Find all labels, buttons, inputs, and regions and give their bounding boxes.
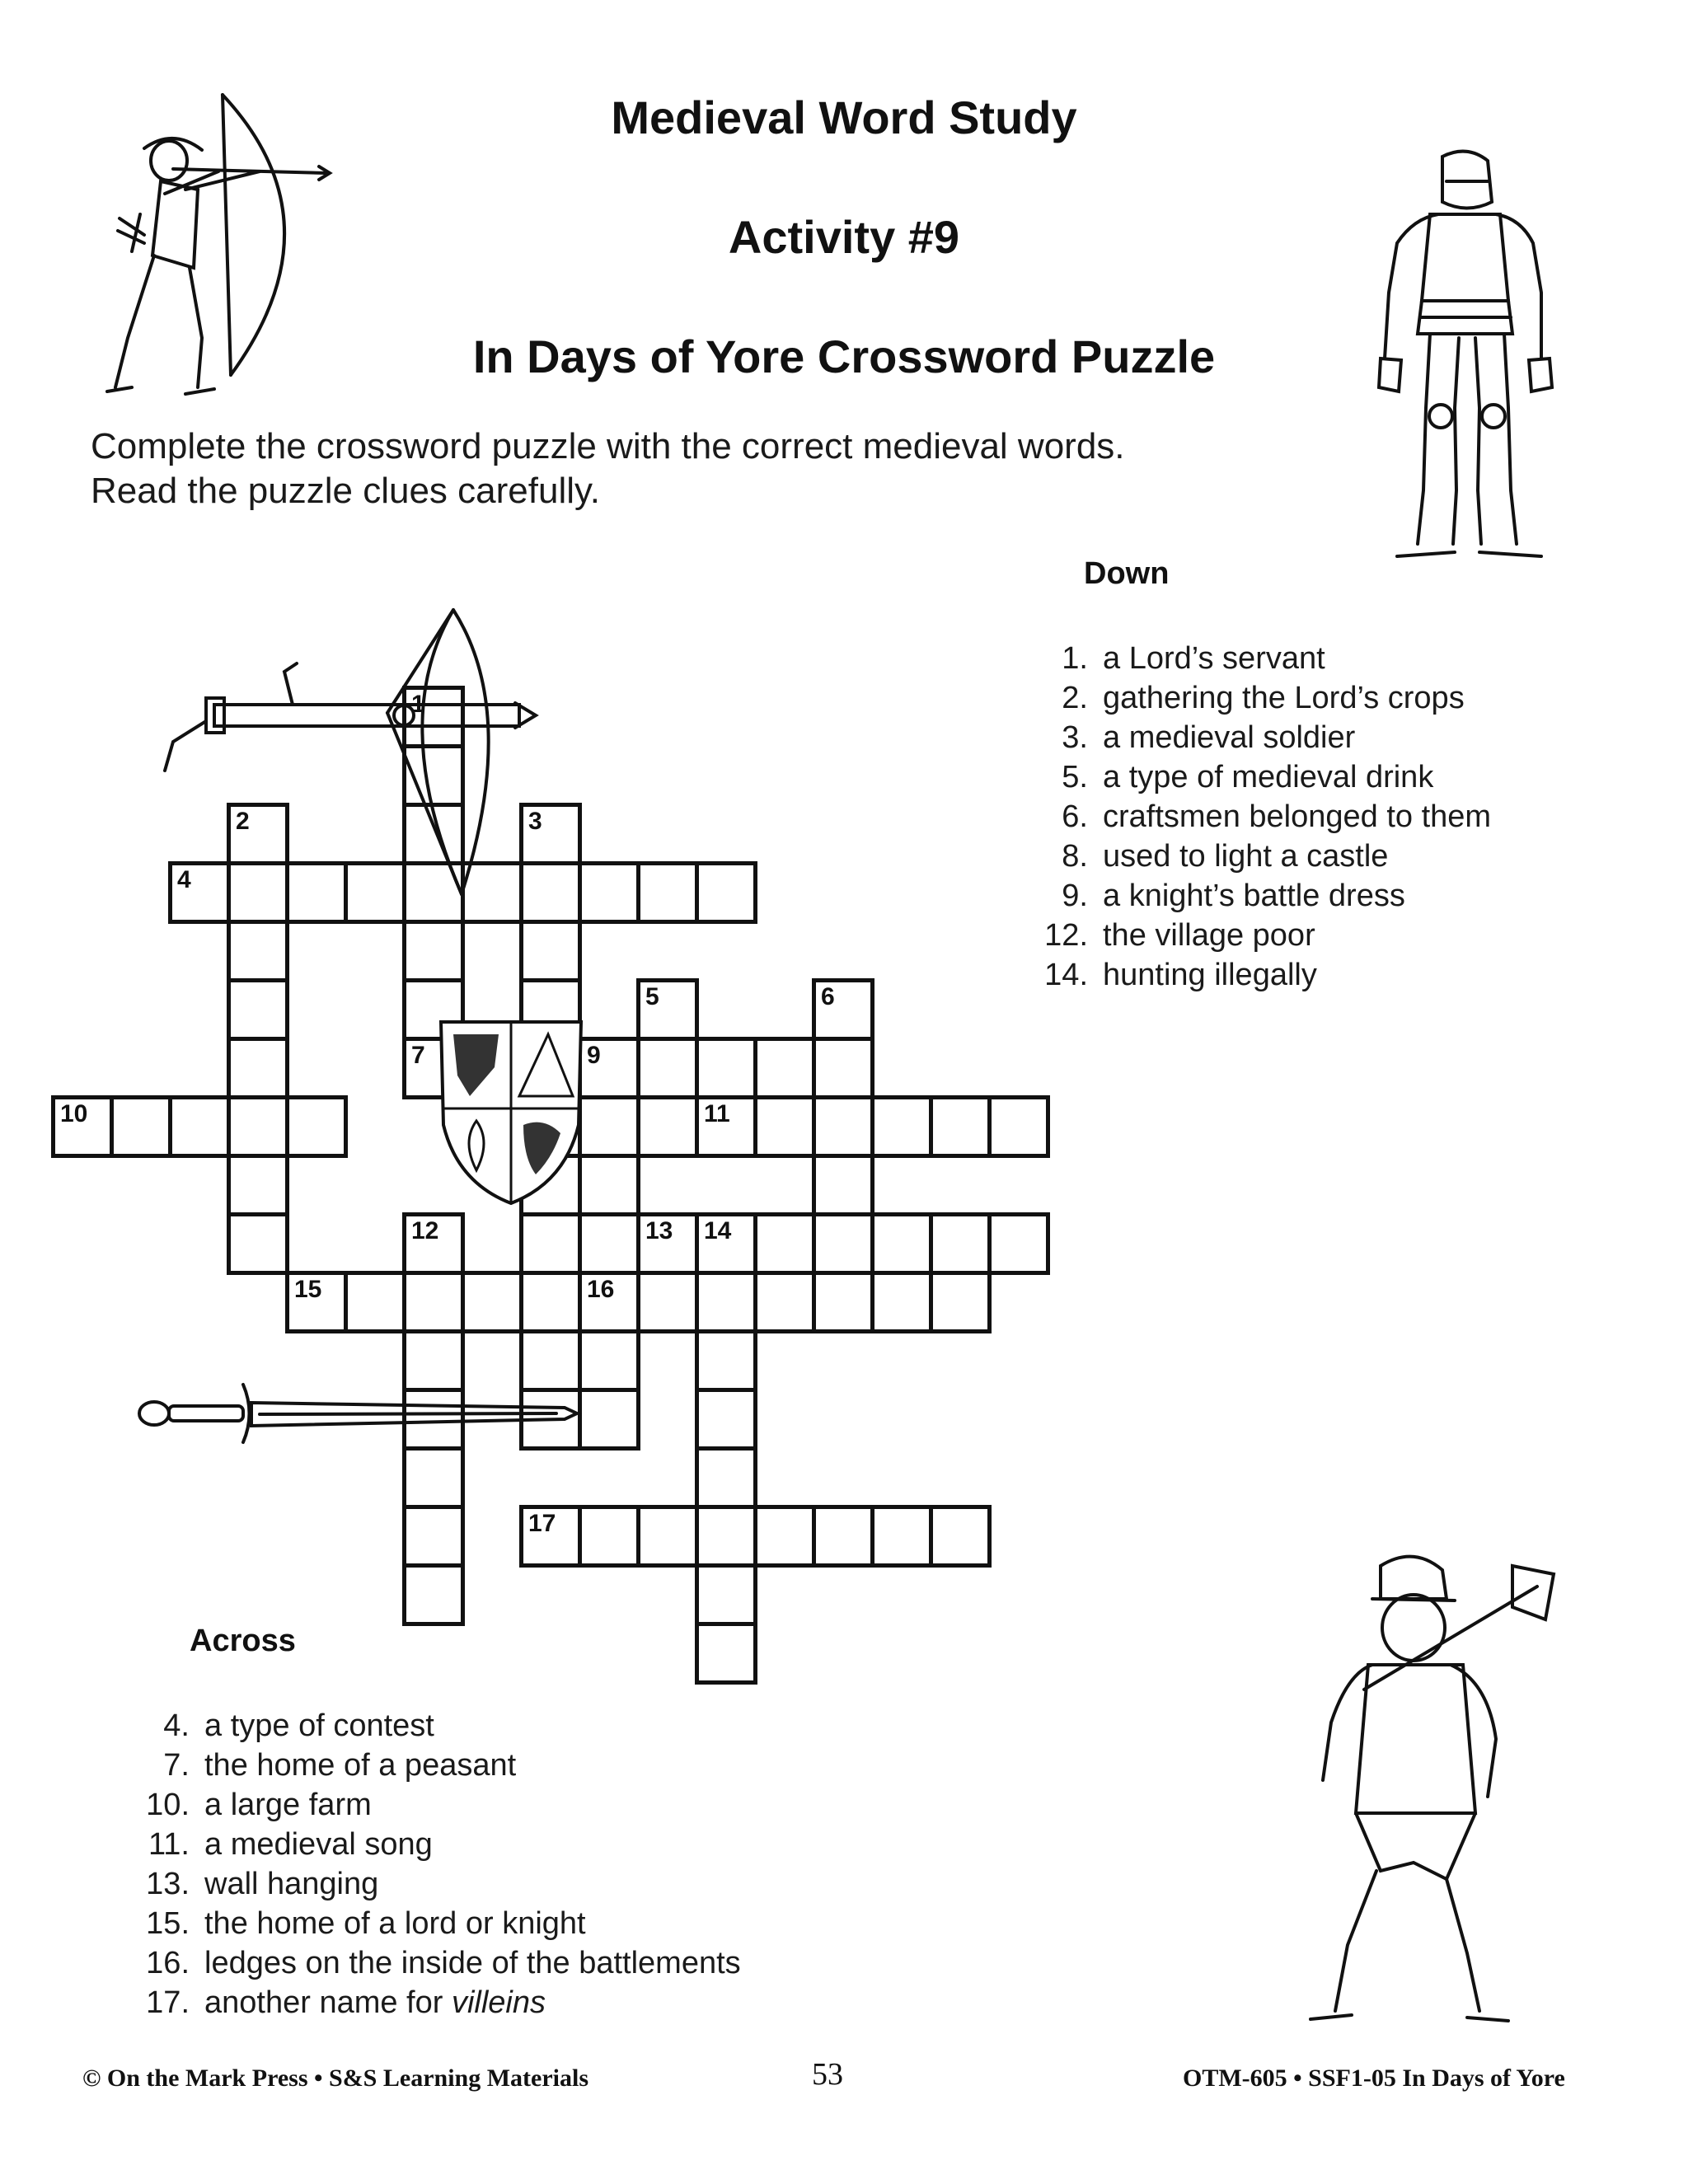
down-clue xyxy=(1006,797,1491,837)
crossword-cell[interactable] xyxy=(695,1037,757,1099)
crossword-cell-number: 15 xyxy=(294,1276,322,1303)
footer-product-code: OTM-605 • SSF1-05 In Days of Yore xyxy=(1183,2064,1565,2092)
crossword-cell[interactable] xyxy=(578,1095,640,1158)
crossword-cell[interactable] xyxy=(636,1037,699,1099)
crossword-cell[interactable] xyxy=(812,1505,874,1568)
crossword-cell[interactable] xyxy=(636,1212,699,1275)
crossword-cell[interactable] xyxy=(636,1271,699,1333)
crossword-cell[interactable] xyxy=(578,1154,640,1216)
crossword-cell[interactable] xyxy=(812,1212,874,1275)
crossword-cell[interactable] xyxy=(578,1271,640,1333)
crossword-cell-number: 12 xyxy=(411,1217,439,1244)
crossword-cell[interactable] xyxy=(578,1037,640,1099)
peasant-axe-illustration xyxy=(1290,1549,1562,2036)
crossword-cell[interactable] xyxy=(578,1212,640,1275)
crossword-cell-number: 9 xyxy=(587,1042,601,1069)
instructions-line: Read the puzzle clues carefully. xyxy=(91,471,600,511)
crossword-cell-number: 7 xyxy=(411,1042,425,1069)
crossword-cell[interactable] xyxy=(636,1505,699,1568)
crossword-cell-number: 14 xyxy=(704,1217,732,1244)
shield-illustration xyxy=(437,1018,585,1207)
crossword-cell[interactable] xyxy=(695,861,757,924)
clue-text: a type of contest xyxy=(204,1708,434,1743)
crossword-cell-number: 4 xyxy=(177,866,191,893)
down-clue xyxy=(1006,916,1491,955)
crossword-cell[interactable] xyxy=(695,1212,757,1275)
page-number: 53 xyxy=(812,2057,843,2092)
clue-text-part: another name for xyxy=(204,1985,452,2020)
down-clue xyxy=(1006,837,1491,876)
clue-text: wall hanging xyxy=(204,1867,379,1901)
crossword-cell[interactable] xyxy=(695,1388,757,1451)
crossword-cell[interactable] xyxy=(51,1095,114,1158)
crossword-cell[interactable] xyxy=(402,1271,465,1333)
crossbow-illustration xyxy=(140,606,544,902)
crossword-cell[interactable] xyxy=(753,1212,816,1275)
across-clue xyxy=(107,1825,741,1864)
crossword-cell[interactable] xyxy=(519,920,582,982)
crossword-cell[interactable] xyxy=(519,1271,582,1333)
clue-number: 13. xyxy=(146,1867,190,1901)
clue-text-italic: villeins xyxy=(451,1985,546,2020)
instructions xyxy=(91,424,1376,513)
crossword-cell[interactable] xyxy=(695,1095,757,1158)
clue-number: 8. xyxy=(1062,839,1088,874)
crossword-cell[interactable] xyxy=(227,1154,289,1216)
crossword-cell[interactable] xyxy=(402,1212,465,1275)
clue-text xyxy=(204,1983,546,2022)
crossword-cell[interactable] xyxy=(636,1095,699,1158)
across-clue xyxy=(107,1983,741,2022)
clue-number: 9. xyxy=(1062,879,1088,913)
clue-number: 11. xyxy=(148,1827,190,1862)
crossword-cell-number: 16 xyxy=(587,1276,615,1303)
clue-text: a large farm xyxy=(204,1788,372,1822)
clue-number: 5. xyxy=(1062,760,1088,794)
crossword-cell[interactable] xyxy=(929,1271,992,1333)
clue-number: 12. xyxy=(1044,918,1088,953)
crossword-cell[interactable] xyxy=(812,1154,874,1216)
clue-text: used to light a castle xyxy=(1103,839,1389,874)
crossword-cell-number: 5 xyxy=(645,983,659,1010)
puzzle-subtitle: In Days of Yore Crossword Puzzle xyxy=(472,330,1216,382)
crossword-cell[interactable] xyxy=(578,861,640,924)
clue-text: hunting illegally xyxy=(1103,958,1317,992)
crossword-cell-number: 2 xyxy=(236,808,250,835)
clue-number: 4. xyxy=(163,1708,190,1743)
across-heading: Across xyxy=(190,1624,296,1658)
crossword-cell[interactable] xyxy=(519,1212,582,1275)
crossword-cell[interactable] xyxy=(402,920,465,982)
across-clue-list xyxy=(107,1706,741,2022)
crossword-cell-number: 1 xyxy=(411,691,425,718)
clue-number: 3. xyxy=(1062,720,1088,755)
clue-number: 17. xyxy=(146,1985,190,2020)
down-clue xyxy=(1006,639,1491,678)
knight-armor-illustration xyxy=(1364,144,1562,573)
crossword-cell[interactable] xyxy=(753,1505,816,1568)
crossword-cell[interactable] xyxy=(402,1505,465,1568)
crossword-cell[interactable] xyxy=(753,1095,816,1158)
clue-text: gathering the Lord’s crops xyxy=(1103,681,1465,715)
crossword-cell[interactable] xyxy=(870,1505,933,1568)
crossword-cell[interactable] xyxy=(519,1505,582,1568)
crossword-cell[interactable] xyxy=(929,1095,992,1158)
clue-number: 1. xyxy=(1062,641,1088,676)
crossword-cell[interactable] xyxy=(753,1037,816,1099)
clue-text: a medieval song xyxy=(204,1827,433,1862)
crossword-cell-number: 6 xyxy=(821,983,835,1010)
crossword-cell[interactable] xyxy=(753,1271,816,1333)
footer-copyright: © On the Mark Press • S&S Learning Materials xyxy=(82,2064,588,2092)
crossword-cell[interactable] xyxy=(870,1095,933,1158)
across-clue xyxy=(107,1746,741,1785)
across-clue xyxy=(107,1943,741,1983)
crossword-cell-number: 3 xyxy=(528,808,542,835)
archer-illustration xyxy=(95,91,342,404)
crossword-cell[interactable] xyxy=(987,1095,1050,1158)
clue-text: the home of a peasant xyxy=(204,1748,517,1783)
crossword-cell[interactable] xyxy=(695,1622,757,1685)
clue-number: 14. xyxy=(1044,958,1088,992)
crossword-cell[interactable] xyxy=(578,1505,640,1568)
clue-number: 15. xyxy=(146,1906,190,1941)
crossword-cell[interactable] xyxy=(285,1095,348,1158)
clue-number: 16. xyxy=(146,1946,190,1980)
instructions-line: Complete the crossword puzzle with the correct medieval words. xyxy=(91,426,1125,466)
crossword-cell[interactable] xyxy=(695,1271,757,1333)
page-title: Medieval Word Study xyxy=(611,91,1077,143)
clue-text: ledges on the inside of the battlements xyxy=(204,1946,741,1980)
down-heading: Down xyxy=(1084,556,1170,591)
crossword-cell[interactable] xyxy=(461,1271,523,1333)
crossword-cell[interactable] xyxy=(929,1212,992,1275)
crossword-cell-number: 11 xyxy=(704,1100,730,1127)
crossword-cell[interactable] xyxy=(636,861,699,924)
down-clue-list xyxy=(1006,639,1491,995)
down-clue xyxy=(1006,757,1491,797)
crossword-cell[interactable] xyxy=(695,1505,757,1568)
crossword-cell[interactable] xyxy=(870,1271,933,1333)
crossword-cell[interactable] xyxy=(636,978,699,1041)
down-clue xyxy=(1006,876,1491,916)
crossword-cell[interactable] xyxy=(987,1212,1050,1275)
crossword-cell[interactable] xyxy=(812,1271,874,1333)
crossword-cell[interactable] xyxy=(227,920,289,982)
clue-text: the home of a lord or knight xyxy=(204,1906,586,1941)
clue-text: a knight’s battle dress xyxy=(1103,879,1405,913)
crossword-cell[interactable] xyxy=(402,1563,465,1626)
clue-text: the village poor xyxy=(1103,918,1315,953)
crossword-cell[interactable] xyxy=(870,1212,933,1275)
across-clue xyxy=(107,1706,741,1746)
crossword-cell[interactable] xyxy=(578,1329,640,1392)
down-clue xyxy=(1006,955,1491,995)
down-clue xyxy=(1006,678,1491,718)
crossword-cell[interactable] xyxy=(344,1271,406,1333)
across-clue xyxy=(107,1864,741,1904)
crossword-cell[interactable] xyxy=(227,1212,289,1275)
crossword-cell[interactable] xyxy=(812,978,874,1041)
crossword-cell[interactable] xyxy=(812,1095,874,1158)
crossword-cell[interactable] xyxy=(227,1037,289,1099)
across-clue xyxy=(107,1904,741,1943)
clue-number: 2. xyxy=(1062,681,1088,715)
crossword-cell[interactable] xyxy=(285,1271,348,1333)
clue-text: a Lord’s servant xyxy=(1103,641,1325,676)
crossword-cell[interactable] xyxy=(578,1388,640,1451)
sword-illustration xyxy=(136,1368,581,1459)
activity-number: Activity #9 xyxy=(728,211,960,263)
clue-text: craftsmen belonged to them xyxy=(1103,799,1492,834)
crossword-cell[interactable] xyxy=(812,1037,874,1099)
crossword-cell[interactable] xyxy=(227,978,289,1041)
crossword-cell-number: 10 xyxy=(60,1100,88,1127)
crossword-cell[interactable] xyxy=(227,1095,289,1158)
clue-number: 10. xyxy=(146,1788,190,1822)
down-clue xyxy=(1006,718,1491,757)
crossword-cell[interactable] xyxy=(168,1095,231,1158)
crossword-cell-number: 13 xyxy=(645,1217,673,1244)
crossword-cell[interactable] xyxy=(929,1505,992,1568)
clue-number: 7. xyxy=(163,1748,190,1783)
crossword-cell[interactable] xyxy=(695,1446,757,1509)
clue-text: a type of medieval drink xyxy=(1103,760,1434,794)
clue-text: a medieval soldier xyxy=(1103,720,1356,755)
crossword-cell-number: 17 xyxy=(528,1510,556,1537)
crossword-cell[interactable] xyxy=(695,1329,757,1392)
crossword-cell[interactable] xyxy=(110,1095,172,1158)
crossword-cell[interactable] xyxy=(695,1563,757,1626)
across-clue xyxy=(107,1785,741,1825)
clue-number: 6. xyxy=(1062,799,1088,834)
